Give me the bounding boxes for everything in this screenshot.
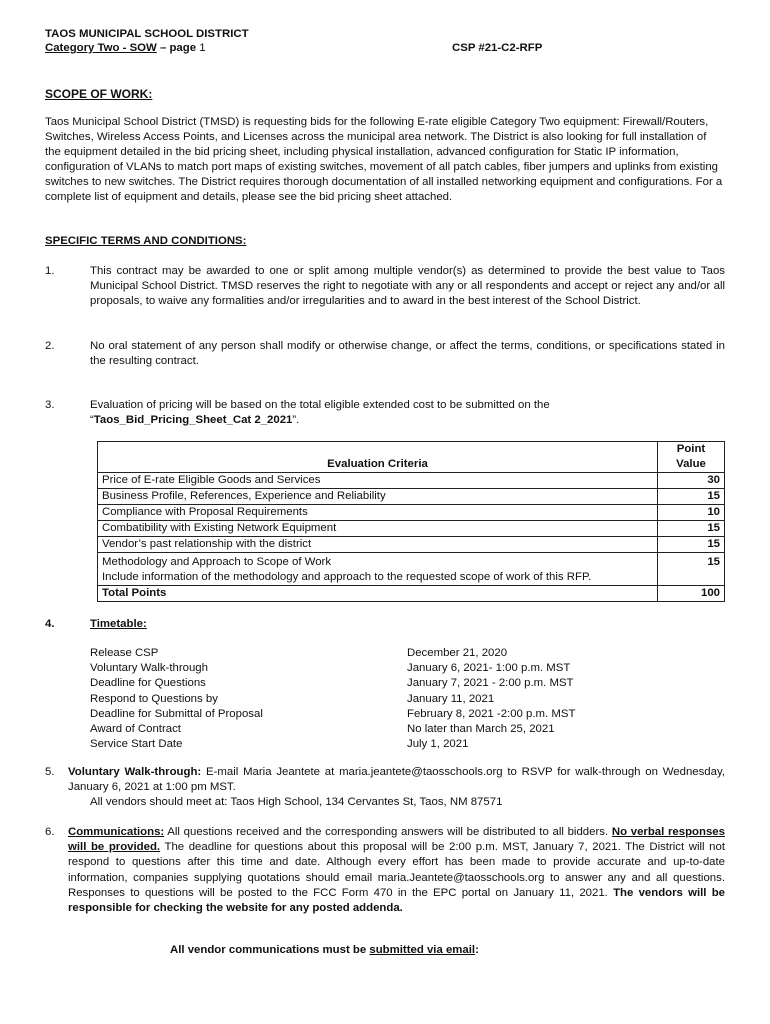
point-value-header-line2: Value (676, 458, 706, 470)
evaluation-criteria-table (97, 441, 725, 602)
table-header-row (98, 442, 725, 473)
timetable-date: February 8, 2021 -2:00 p.m. MST (407, 707, 576, 720)
timetable-date: July 1, 2021 (407, 738, 469, 751)
timetable-dates (407, 646, 575, 752)
communications-number: 6. (45, 826, 55, 838)
criteria-label: Price of E-rate Eligible Goods and Services (98, 473, 658, 489)
term-3-number: 3. (45, 399, 55, 411)
communications-body-1: All questions received and the corresponding answers will be distributed to all bidders. (167, 826, 609, 838)
term-3-pre: Evaluation of pricing will be based on the total eligible extended cost to be submitted on the (90, 399, 550, 411)
term-1-number: 1. (45, 265, 55, 277)
timetable-event: Service Start Date (90, 738, 183, 751)
criteria-value: 30 (658, 473, 725, 489)
no-verbal-notice: No verbal responses will be provided. (68, 826, 725, 854)
timetable-event: Deadline for Questions (90, 677, 206, 690)
terms-heading: SPECIFIC TERMS AND CONDITIONS: (45, 235, 247, 247)
criteria-value: 15 (658, 537, 725, 553)
table-row (98, 489, 725, 505)
table-total-row (98, 586, 725, 602)
term-3-open-quote: “ (90, 414, 94, 426)
timetable-date: January 7, 2021 - 2:00 p.m. MST (407, 677, 574, 690)
criteria-label: Combatibility with Existing Network Equipment (98, 521, 658, 537)
communications-text (68, 825, 725, 916)
website-notice: The vendors will be responsible for checking the website for any posted addenda. (68, 886, 725, 915)
timetable-event: Voluntary Walk-through (90, 662, 208, 675)
criteria-value: 10 (658, 505, 725, 521)
timetable-events (90, 646, 263, 752)
timetable-heading: Timetable: (90, 618, 147, 630)
communications-body-2: The deadline for questions about this proposal will be 2:00 p.m. MST, January 7, 2021. The District will not respond to questions after this time and date. Although every effort has been made to provide accurate and up-to-date information, companies supplying quotations should email maria.Jeantete@taosschools.org to answer any and all questions. Responses to questions will be posted to the FCC Form 470 in the EPC portal on January 11, 2021. (68, 841, 725, 899)
csp-number: CSP #21-C2-RFP (452, 42, 543, 54)
term-2-number: 2. (45, 340, 55, 352)
term-2-text: No oral statement of any person shall modify or otherwise change, or affect the terms, conditions, or specifications stated in the resulting contract. (90, 340, 725, 367)
final-notice-underlined: submitted via email (369, 944, 476, 956)
total-value: 100 (658, 586, 725, 602)
table-row (98, 537, 725, 553)
point-value-header-line1: Point (676, 443, 706, 455)
total-label: Total Points (98, 586, 658, 602)
methodology-line1: Methodology and Approach to Scope of Work (102, 556, 332, 568)
walkthrough-text (68, 765, 725, 795)
walkthrough-location: All vendors should meet at: Taos High School, 134 Cervantes St, Taos, NM 87571 (90, 796, 503, 808)
timetable-date: January 6, 2021- 1:00 p.m. MST (407, 662, 571, 675)
page-number: 1 (199, 42, 206, 54)
final-notice-colon: : (475, 944, 479, 956)
methodology-line2: Include information of the methodology and approach to the requested scope of work of this RFP. (102, 571, 592, 583)
term-3-text (90, 398, 725, 428)
criteria-header: Evaluation Criteria (98, 442, 658, 473)
final-notice-pre: All vendor communications must be (170, 944, 370, 956)
timetable-date: December 21, 2020 (407, 647, 508, 659)
criteria-label: Compliance with Proposal Requirements (98, 505, 658, 521)
walkthrough-label: Voluntary Walk-through: (68, 766, 202, 778)
term-3-close-quote: ”. (292, 414, 300, 426)
table-row (98, 521, 725, 537)
methodology-value: 15 (658, 553, 725, 586)
timetable-event: Respond to Questions by (90, 692, 218, 705)
timetable-event: Release CSP (90, 647, 159, 659)
walkthrough-body: E-mail Maria Jeantete at maria.jeantete@taosschools.org to RSVP for walk-through on Wednesday, January 6, 2021 at 1:00 pm MST. (68, 766, 725, 793)
methodology-label (98, 553, 658, 586)
table-row (98, 473, 725, 489)
timetable-date: January 11, 2021 (407, 692, 495, 705)
table-row (98, 505, 725, 521)
criteria-label: Vendor’s past relationship with the district (98, 537, 658, 553)
timetable-date: No later than March 25, 2021 (407, 723, 555, 736)
doc-category: Category Two - SOW (45, 42, 157, 54)
scope-heading: SCOPE OF WORK: (45, 87, 153, 101)
point-value-header (658, 442, 725, 473)
timetable-event: Award of Contract (90, 723, 181, 736)
communications-label: Communications: (68, 826, 165, 838)
pricing-sheet-name: Taos_Bid_Pricing_Sheet_Cat 2_2021 (93, 414, 293, 426)
criteria-label: Business Profile, References, Experience and Reliability (98, 489, 658, 505)
criteria-value: 15 (658, 489, 725, 505)
criteria-value: 15 (658, 521, 725, 537)
walkthrough-number: 5. (45, 766, 55, 778)
term-1-text: This contract may be awarded to one or split among multiple vendor(s) as determined to provide the best value to Taos Municipal School District. TMSD reserves the right to negotiate with any or all respondents and accept or reject any and/or all proposals, to waive any formalities and/or irregularities and to award in the best interest of the School District. (90, 265, 725, 307)
table-row (98, 553, 725, 586)
timetable-event: Deadline for Submittal of Proposal (90, 707, 263, 720)
page-separator: – page (156, 42, 200, 54)
timetable-number: 4. (45, 618, 55, 630)
district-name: TAOS MUNICIPAL SCHOOL DISTRICT (45, 28, 249, 40)
final-notice (170, 943, 479, 958)
scope-body: Taos Municipal School District (TMSD) is requesting bids for the following E-rate eligible Category Two equipment: Firewall/Routers, Switches, Wireless Access Points, and Licenses across the municipal area network. The District is also looking for full installation of the equipment detailed in the bid pricing sheet, including physical installation, advanced configuration for Static IP information, configuration of VLANs to match port maps of existing switches, movement of all patch cables, fiber jumpers and uplinks from existing switches to new switches. The District requires thorough documentation of all installed networking equipment and configurations. For a complete list of equipment and details, please see the bid pricing sheet attached. (45, 116, 723, 203)
doc-category-line (45, 41, 206, 56)
